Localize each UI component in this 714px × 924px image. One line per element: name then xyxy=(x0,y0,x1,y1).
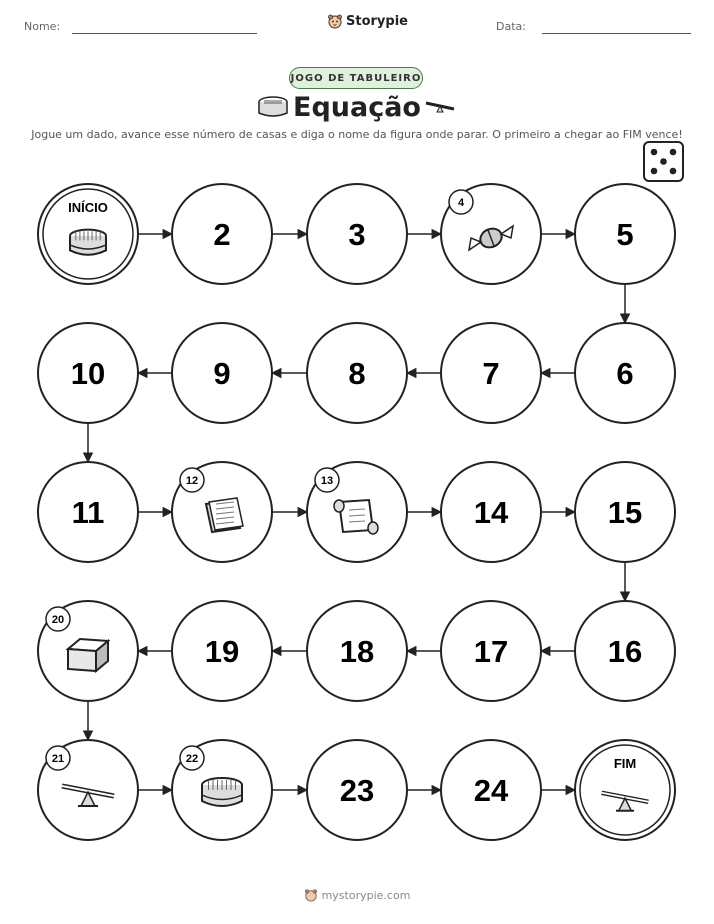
board-cell-11 xyxy=(38,462,138,562)
cell-number: 14 xyxy=(473,495,509,530)
cell-number: 11 xyxy=(71,495,105,530)
name-label: Nome: xyxy=(24,20,61,33)
cell-number: 5 xyxy=(616,217,634,252)
footer xyxy=(0,888,714,902)
cell-number: 24 xyxy=(473,773,509,808)
paper-stack-icon xyxy=(206,498,243,532)
board-cell-24 xyxy=(441,740,541,840)
cell-number-badge xyxy=(46,746,70,770)
footer-site: mystorypie.com xyxy=(321,888,411,902)
cell-number-badge xyxy=(46,607,70,631)
board-cell-19 xyxy=(172,601,272,701)
cell-number: 18 xyxy=(339,634,375,669)
cell-circle xyxy=(575,740,675,840)
start-label: INÍCIO xyxy=(68,200,108,215)
block-icon xyxy=(68,639,108,671)
cell-number: 15 xyxy=(607,495,643,530)
board-cell-14 xyxy=(441,462,541,562)
drum-icon xyxy=(202,778,242,806)
brand-name: Storypie xyxy=(346,13,408,29)
game-type-badge: JOGO DE TABULEIRO xyxy=(289,67,423,89)
cell-number: 7 xyxy=(482,356,500,391)
instructions: Jogue um dado, avance esse número de casas e diga o nome da figura onde parar. O primeiro a chegar ao FIM vence! xyxy=(31,128,683,141)
board-cell-17 xyxy=(441,601,541,701)
cell-number: 6 xyxy=(616,356,634,391)
cell-number: 13 xyxy=(320,475,334,487)
cell-number: 8 xyxy=(348,356,366,391)
dice-five-icon xyxy=(644,142,683,181)
cell-number: 17 xyxy=(473,634,509,669)
cell-number: 19 xyxy=(204,634,240,669)
board-cell-23 xyxy=(307,740,407,840)
board-cell-25 xyxy=(575,740,675,840)
board-cell-8 xyxy=(307,323,407,423)
cell-number: 23 xyxy=(339,773,375,808)
cell-number: 20 xyxy=(51,614,65,626)
storypie-mascot-icon xyxy=(304,888,318,902)
cell-number-badge xyxy=(315,468,339,492)
cell-number: 10 xyxy=(70,356,106,391)
board-cell-22 xyxy=(172,740,272,840)
board-cell-15 xyxy=(575,462,675,562)
cell-number: 12 xyxy=(185,475,199,487)
board-cell-7 xyxy=(441,323,541,423)
cell-number-badge xyxy=(449,190,473,214)
cell-number: 22 xyxy=(185,753,199,765)
board-cell-18 xyxy=(307,601,407,701)
board-cell-16 xyxy=(575,601,675,701)
cell-number: 9 xyxy=(213,356,231,391)
board-cell-9 xyxy=(172,323,272,423)
board-cell-6 xyxy=(575,323,675,423)
board-cell-12 xyxy=(172,462,272,562)
board-cell-1 xyxy=(38,184,138,284)
cell-number: 21 xyxy=(51,753,65,765)
drum-icon xyxy=(70,230,106,255)
cell-number-badge xyxy=(180,746,204,770)
board-cell-2 xyxy=(172,184,272,284)
cell-number: 16 xyxy=(607,634,643,669)
board-cell-10 xyxy=(38,323,138,423)
date-label: Data: xyxy=(496,20,526,33)
board-cell-20 xyxy=(38,601,138,701)
board-cell-13 xyxy=(307,462,407,562)
end-label: FIM xyxy=(613,756,637,771)
board-cell-21 xyxy=(38,740,138,840)
cell-number: 4 xyxy=(457,197,465,209)
cell-number-badge xyxy=(180,468,204,492)
board-cell-3 xyxy=(307,184,407,284)
cell-number: 3 xyxy=(348,217,366,252)
board-cell-4 xyxy=(441,184,541,284)
cell-number: 2 xyxy=(213,217,231,252)
title-text: Equação xyxy=(293,92,421,123)
board-cell-5 xyxy=(575,184,675,284)
